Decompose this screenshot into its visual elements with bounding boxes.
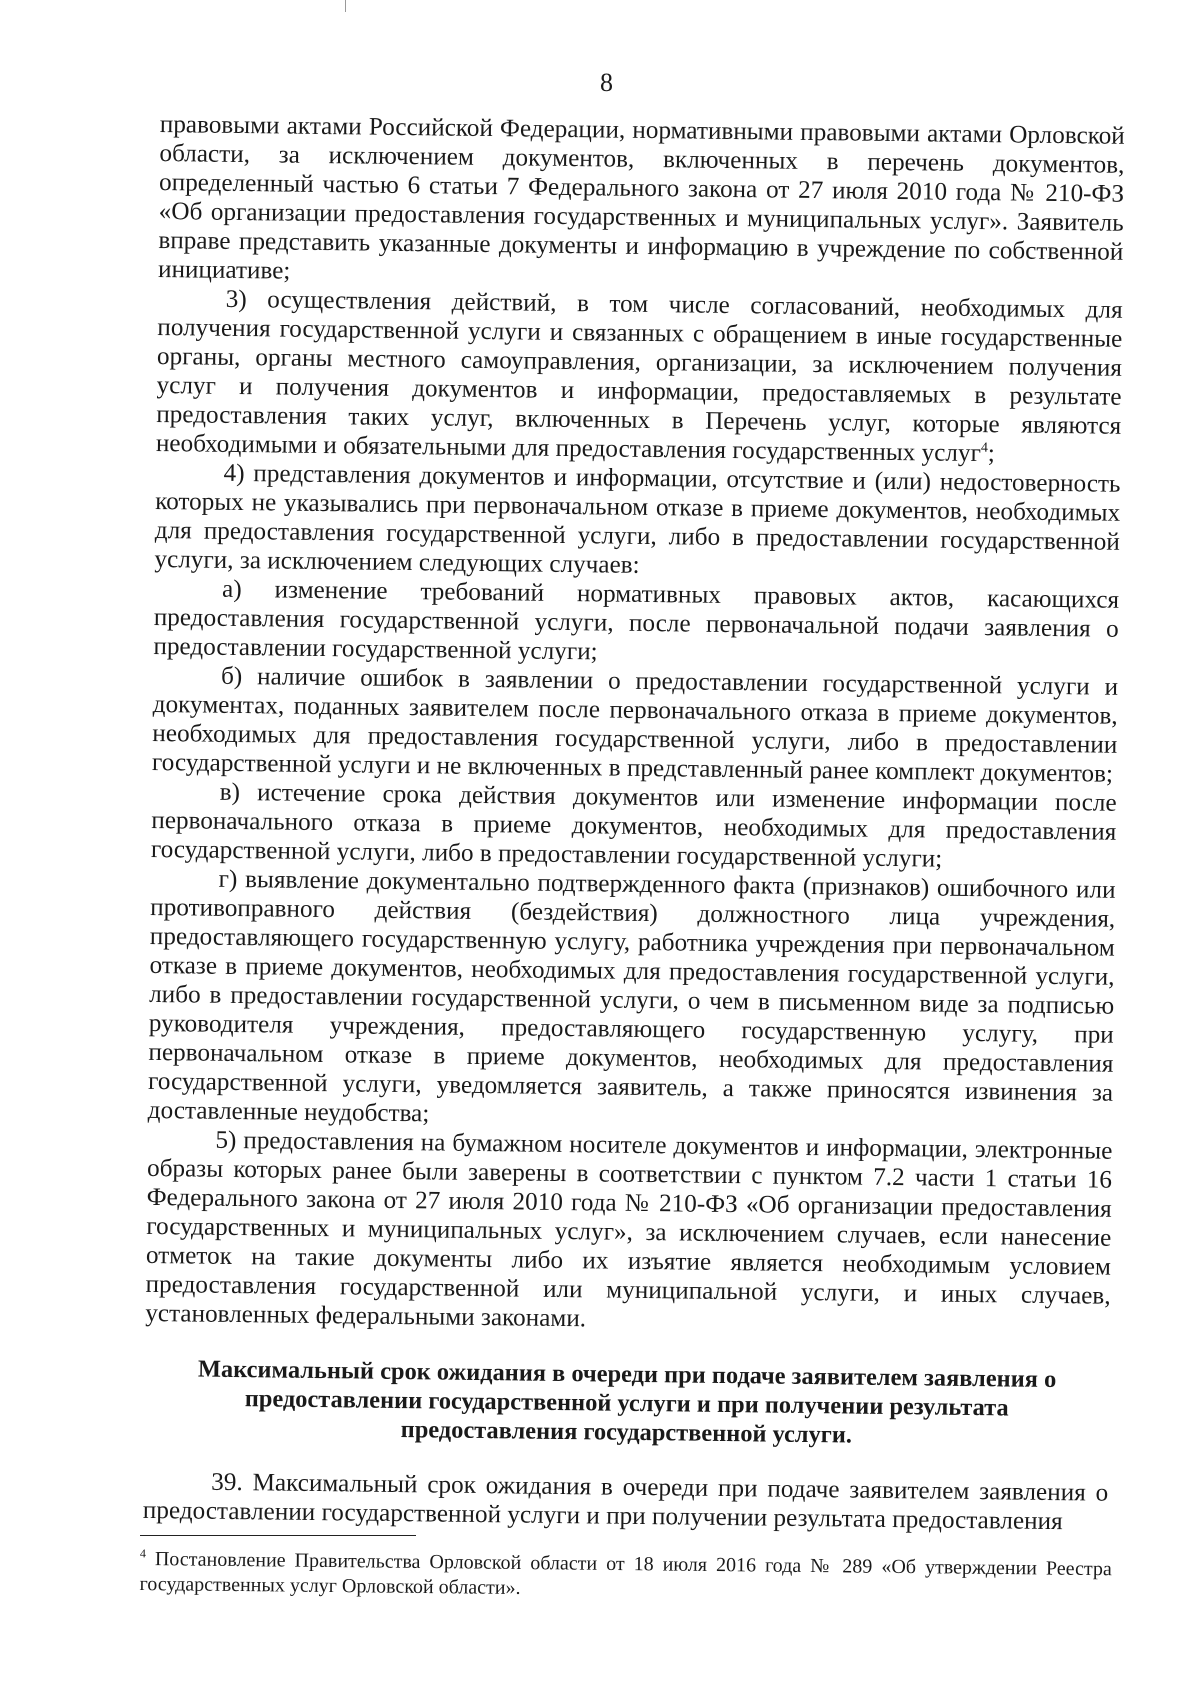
paragraph-item-g: г) выявление документально подтвержденного факта (признаков) ошибочного или противоправного действия (бездействия) должностного лица учреждения, предоставляющего государственную услугу, работника учреждения при первоначальном отказе в приеме документов, необходимых для предоставления государственной услуги, либо в предоставлении государственной услуги, о чем в письменном виде за подписью руководителя учреждения, предоставляющего государственную услугу, при первоначальном отказе в приеме документов, необходимых для предоставления государственной услуги, уведомляется заявитель, а также приносятся извинения за доставленные неудобства; bbox=[147, 865, 1116, 1128]
section-heading-line-3: предоставления государственной услуги. bbox=[400, 1416, 853, 1449]
paragraph-intro: правовыми актами Российской Федерации, нормативными правовыми актами Орловской области, за исключением документов, включенных в перечень документов, определенный частью 6 статьи 7 Федерального закона от 27 июля 2010 года № 210-ФЗ «Об организации предоставления государственных и муниципальных услуг». Заявитель вправе представить указанные документы и информацию в учреждение по собственной инициативе; bbox=[157, 110, 1125, 285]
section-heading-line-1: Максимальный срок ожидания в очереди при подаче заявителем заявления о bbox=[197, 1355, 1057, 1394]
paragraph-item-3 bbox=[156, 284, 1123, 470]
paragraph-item-3-tail: ; bbox=[987, 440, 996, 468]
paragraph-item-a: а) изменение требований нормативных правовых актов, касающихся предоставления государственной услуги, после первоначальной подачи заявления о предоставлении государственной услуги; bbox=[153, 575, 1120, 666]
section-heading-line-2: предоставлении государственной услуги и при получении результата bbox=[244, 1385, 1009, 1422]
paragraph-item-4: 4) представления документов и информации, отсутствие и (или) недостоверность которых не указывались при первоначальном отказе в приеме документов, необходимых для предоставления государственной услуги, либо в предоставлении государственной услуги, за исключением следующих случаев: bbox=[154, 459, 1121, 579]
footnote-reference: 4 bbox=[980, 440, 989, 456]
paragraph-39: 39. Максимальный срок ожидания в очереди при подаче заявителем заявления о предоставлении государственной услуги и при получении результата предоставления bbox=[142, 1468, 1109, 1536]
footnote bbox=[139, 1547, 1111, 1607]
paragraph-item-v: в) истечение срока действия документов или изменение информации после первоначального отказа в приеме документов, необходимых для предоставления государственной услуги, либо в предоставлении государственной услуги; bbox=[150, 778, 1117, 873]
paragraph-item-3-text: 3) осуществления действий, в том числе согласований, необходимых для получения государственной услуги и связанных с обращением в иные государственные органы, органы местного самоуправления, организации, за исключением получения услуг и получения документов и информации, предоставляемых в результате предоставления таких услуг, включенных в Перечень услуг, которые являются необходимыми и обязательными для предоставления государственных услуг bbox=[155, 285, 1123, 468]
footnote-text: Постановление Правительства Орловской области от 18 июля 2016 года № 289 «Об утверждении Реестра государственных услуг Орловской области». bbox=[139, 1548, 1112, 1599]
footnote-marker: 4 bbox=[139, 1546, 147, 1561]
paragraph-item-b: б) наличие ошибок в заявлении о предоставлении государственной услуги и документах, поданных заявителем после первоначального отказа в приеме документов, необходимых для предоставления государственной услуги, либо в предоставлении государственной услуги и не включенных в представленный ранее комплект документов; bbox=[151, 662, 1119, 788]
document-body bbox=[143, 110, 1125, 1537]
paragraph-item-5: 5) предоставления на бумажном носителе документов и информации, электронные образы которых ранее были заверены в соответствии с пунктом 7.2 части 1 статьи 16 Федерального закона от 27 июля 2010 года № 210-ФЗ «Об организации предоставления государственных и муниципальных услуг», за исключением случаев, если нанесение отметок на такие документы либо их изъятие является необходимым условием предоставления государственной или муниципальной услуги, и иных случаев, установленных федеральными законами. bbox=[145, 1126, 1113, 1333]
scan-artifact-line bbox=[345, 0, 346, 12]
section-heading bbox=[144, 1354, 1110, 1453]
page-number: 8 bbox=[600, 68, 613, 97]
footnote-divider bbox=[140, 1535, 416, 1536]
